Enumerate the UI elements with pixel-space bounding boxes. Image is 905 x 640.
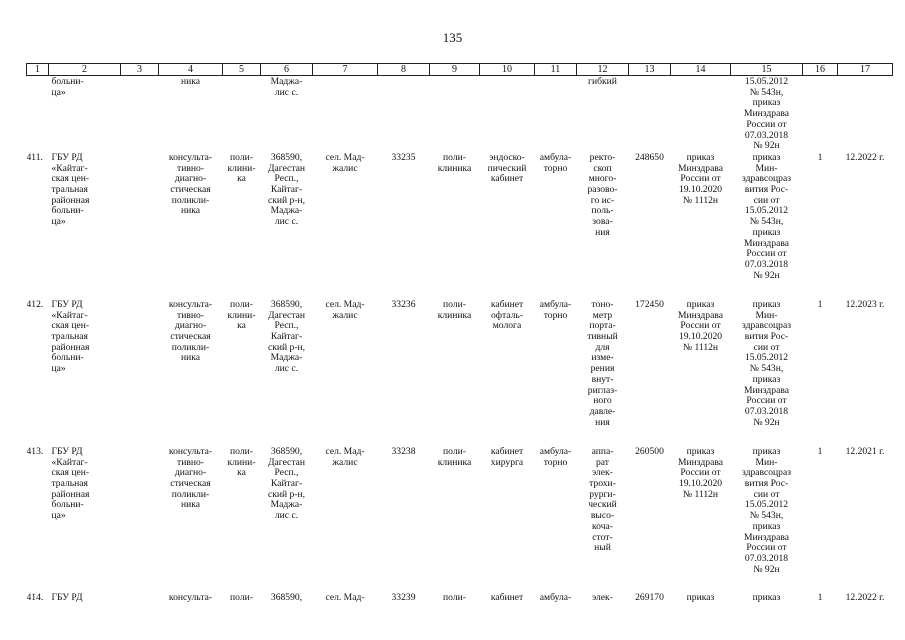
table-row <box>27 593 893 633</box>
mode-cell: амбула- торно <box>539 298 572 321</box>
address-cell: Маджа- лис с. <box>270 76 303 98</box>
unit-cell: поли- <box>443 592 466 603</box>
code-cell: 33235 <box>391 151 416 163</box>
column-header: 10 <box>480 64 535 76</box>
price-cell: 260500 <box>635 445 664 457</box>
column-3-cell <box>121 593 159 633</box>
column-header: 13 <box>629 64 671 76</box>
org-cell: ГБУ РД <box>51 592 83 603</box>
equipment-table <box>26 63 893 633</box>
address-cell: 368590, Дагестан Респ., Кайтаг- ский р-н, Маджа- лис с. <box>267 298 306 375</box>
facility-type-cell: консульта- тивно- диагно- стическая поликли- ника <box>168 151 213 217</box>
column-3-cell <box>121 299 159 446</box>
equipment-cell: аппа- рат элек- трохи- рурги- ческий высо- коча- стот- ный <box>588 445 617 554</box>
price-cell: 172450 <box>635 298 664 310</box>
mode-cell: амбула- торно <box>539 445 572 468</box>
order-cell: приказ Минздрава России от 19.10.2020 № 1112н <box>677 151 723 206</box>
equipment-cell: элек- <box>592 592 613 603</box>
column-header: 1 <box>27 64 49 76</box>
row-number: 412. <box>26 298 44 310</box>
address-cell: 368590, Дагестан Респ., Кайтаг- ский р-н, Маджа- лис с. <box>267 151 306 228</box>
org-cell: ГБУ РД «Кайтаг- ская цен- тральная районная больни- ца» <box>51 298 90 375</box>
org-cell: больни- ца» <box>51 76 84 98</box>
date-cell: 12.2021 г. <box>845 445 885 457</box>
price-cell: 248650 <box>635 151 664 163</box>
unit-cell: поли- клиника <box>437 151 472 174</box>
org-cell: ГБУ РД «Кайтаг- ская цен- тральная районная больни- ца» <box>51 151 90 228</box>
column-header: 6 <box>261 64 313 76</box>
mode-cell: амбула- торно <box>539 151 572 174</box>
quantity-cell: 1 <box>817 151 823 163</box>
reason-cell: приказ Мин- здравсоцраз вития Рос- сии от 15.05.2012 № 543н, приказ Минздрава России от 07.03.2018 № 92н <box>741 445 792 575</box>
date-cell: 12.2023 г. <box>845 298 885 310</box>
unit-cell: поли- клиника <box>437 445 472 468</box>
facility-kind-cell: поли- клини- ка <box>227 298 256 332</box>
equipment-table-container <box>26 63 892 633</box>
column-header: 7 <box>313 64 378 76</box>
room-cell: эндоско- пический кабинет <box>487 151 527 185</box>
column-number-header <box>27 64 893 76</box>
room-cell: кабинет офталь- молога <box>490 298 524 332</box>
facility-kind-cell: поли- <box>230 592 253 603</box>
column-header: 9 <box>430 64 480 76</box>
row-number: 413. <box>26 445 44 457</box>
address-cell: 368590, Дагестан Респ., Кайтаг- ский р-н, Маджа- лис с. <box>267 445 306 522</box>
equipment-cell: гибкий <box>588 76 617 87</box>
quantity-cell: 1 <box>817 445 823 457</box>
locality-cell: сел. Мад- жалис <box>325 298 365 321</box>
row-number: 414. <box>26 592 44 603</box>
facility-type-cell: консульта- <box>168 592 213 603</box>
table-row <box>27 152 893 299</box>
reason-cell: приказ Мин- здравсоцраз вития Рос- сии от 15.05.2012 № 543н, приказ Минздрава России от 07.03.2018 № 92н <box>741 298 792 428</box>
order-cell: приказ Минздрава России от 19.10.2020 № 1112н <box>677 445 723 500</box>
order-cell: приказ Минздрава России от 19.10.2020 № 1112н <box>677 298 723 353</box>
locality-cell: сел. Мад- <box>325 592 365 603</box>
reason-cell: 15.05.2012 № 543н, приказ Минздрава России от 07.03.2018 № 92н <box>743 76 789 152</box>
page-number: 135 <box>442 30 463 45</box>
locality-cell: сел. Мад- жалис <box>325 445 365 468</box>
table-row <box>27 446 893 593</box>
row-number: 411. <box>26 151 43 163</box>
org-cell: ГБУ РД «Кайтаг- ская цен- тральная районная больни- ца» <box>51 445 90 522</box>
facility-kind-cell: поли- клини- ка <box>227 151 256 185</box>
price-cell: 269170 <box>635 592 664 603</box>
reason-cell: приказ Мин- здравсоцраз вития Рос- сии от 15.05.2012 № 543н, приказ Минздрава России от 07.03.2018 № 92н <box>741 151 792 281</box>
date-cell: 12.2022 г. <box>845 592 885 603</box>
column-3-cell <box>121 152 159 299</box>
column-header: 12 <box>577 64 629 76</box>
table-row <box>27 299 893 446</box>
room-cell: кабинет хирурга <box>490 445 524 468</box>
column-header: 4 <box>159 64 223 76</box>
column-header: 3 <box>121 64 159 76</box>
quantity-cell: 1 <box>817 298 823 310</box>
locality-cell: сел. Мад- жалис <box>325 151 365 174</box>
date-cell: 12.2022 г. <box>845 151 885 163</box>
column-header: 11 <box>535 64 577 76</box>
facility-kind-cell: поли- клини- ка <box>227 445 256 479</box>
column-header: 5 <box>223 64 261 76</box>
column-header: 15 <box>731 64 803 76</box>
reason-cell: приказ <box>752 592 781 603</box>
mode-cell: амбула- <box>539 592 572 603</box>
equipment-cell: ректо- скоп много- разово- го ис- поль- зова- ния <box>587 151 618 238</box>
column-3-cell <box>121 446 159 593</box>
column-header: 17 <box>838 64 893 76</box>
column-header: 8 <box>378 64 430 76</box>
unit-cell: поли- клиника <box>437 298 472 321</box>
room-cell: кабинет <box>490 592 524 603</box>
column-header: 16 <box>803 64 838 76</box>
column-header: 14 <box>671 64 731 76</box>
address-cell: 368590, <box>270 592 303 603</box>
equipment-cell: тоно- метр порта- тивный для изме- рения внут- риглаз- ного давле- ния <box>587 298 618 428</box>
code-cell: 33236 <box>391 298 416 310</box>
facility-type-cell: консульта- тивно- диагно- стическая поликли- ника <box>168 445 213 511</box>
continued-row <box>27 76 893 152</box>
code-cell: 33238 <box>391 445 416 457</box>
order-cell: приказ <box>686 592 715 603</box>
code-cell: 33239 <box>391 592 416 603</box>
facility-type-cell: консульта- тивно- диагно- стическая поликли- ника <box>168 298 213 364</box>
quantity-cell: 1 <box>817 592 823 603</box>
facility-type-cell: ника <box>180 76 201 87</box>
column-header: 2 <box>49 64 121 76</box>
